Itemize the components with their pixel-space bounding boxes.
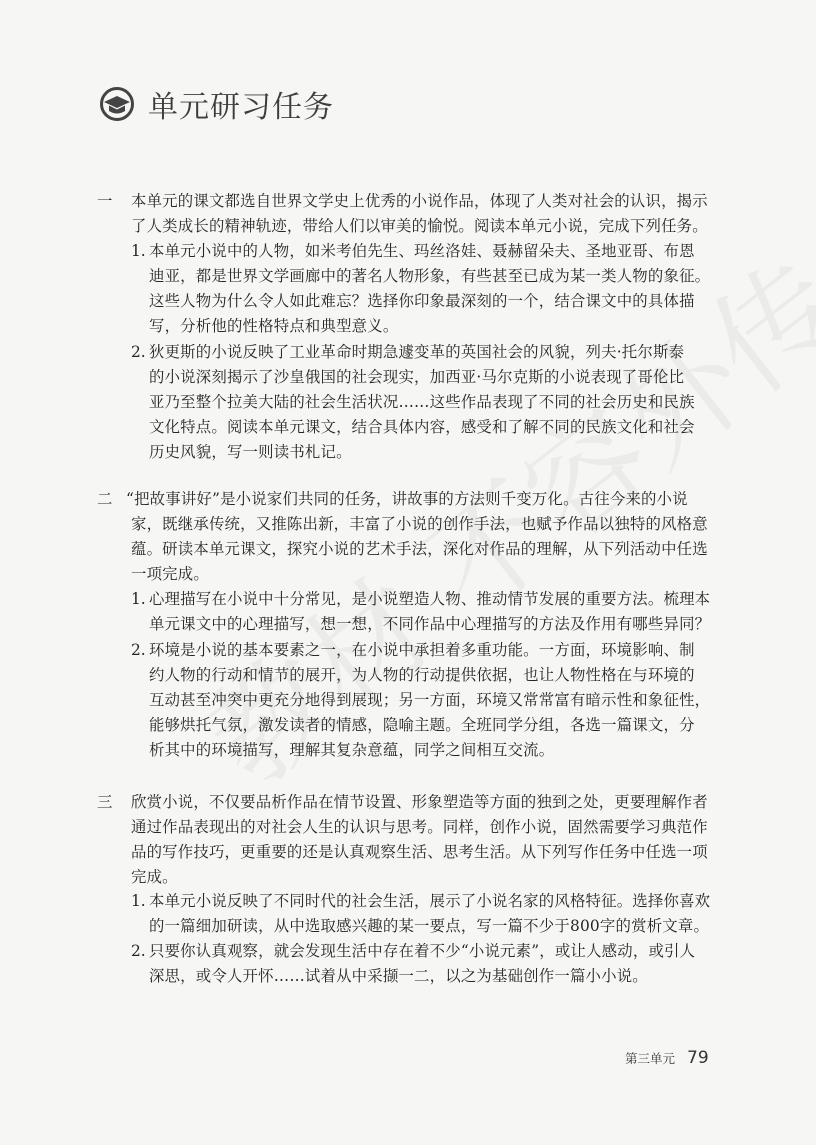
item-line: 单元课文中的心理描写，想一想，不同作品中心理描写的方法及作用有哪些异同？: [149, 615, 711, 633]
item-number: 1.: [131, 590, 146, 608]
section-intro-line: 完成。: [131, 868, 178, 886]
page-number: 79: [687, 1048, 709, 1068]
section-intro-line: 本单元的课文都选自世界文学史上优秀的小说作品，体现了人类对社会的认识，揭示: [131, 192, 708, 210]
item-line: 互动甚至冲突中更充分地得到展现；另一方面，环境又常常富有暗示性和象征性，: [149, 691, 711, 709]
item-line: 这些人物为什么令人如此难忘？选择你印象最深刻的一个，结合课文中的具体描: [149, 292, 695, 310]
item-line: 只要你认真观察，就会发现生活中存在着不少“小说元素”，或让人感动，或引人: [149, 942, 696, 960]
section-marker: 一: [97, 192, 113, 210]
item-line: 文化特点。阅读本单元课文，结合具体内容，感受和了解不同的民族文化和社会: [149, 418, 695, 436]
item-line: 本单元小说中的人物，如米考伯先生、玛丝洛娃、聂赫留朵夫、圣地亚哥、布恩: [149, 242, 695, 260]
item-line: 亚乃至整个拉美大陆的社会生活状况……这些作品表现了不同的社会历史和民族: [149, 393, 695, 411]
section-intro-line: 欣赏小说，不仅要品析作品在情节设置、形象塑造等方面的独到之处，更要理解作者: [131, 793, 708, 811]
section-intro-line: 家，既继承传统，又推陈出新，丰富了小说的创作手法，也赋予作品以独特的风格意: [131, 515, 708, 533]
item-line: 迪亚，都是世界文学画廊中的著名人物形象，有些甚至已成为某一类人物的象征。: [149, 267, 711, 285]
item-line: 析其中的环境描写，理解其复杂意蕴，同学之间相互交流。: [149, 741, 555, 759]
section-intro-line: 蕴。研读本单元课文，探究小说的艺术手法，深化对作品的理解，从下列活动中任选: [131, 540, 708, 558]
page-title: 单元研习任务: [148, 90, 334, 125]
section-intro-line: “把故事讲好”是小说家们共同的任务，讲故事的方法则千变万化。古往今来的小说: [126, 490, 688, 508]
item-line: 狄更斯的小说反映了工业革命时期急遽变革的英国社会的风貌，列夫·托尔斯泰: [149, 343, 685, 361]
section-marker: 三: [97, 793, 113, 811]
section-intro-line: 通过作品表现出的对社会人生的认识与思考。同样，创作小说，固然需要学习典范作: [131, 818, 708, 836]
unit-task-header: [98, 84, 334, 124]
page-footer: [625, 1048, 709, 1068]
item-number: 2.: [131, 641, 146, 659]
section-intro-line: 了人类成长的精神轨迹，带给人们以审美的愉悦。阅读本单元小说，完成下列任务。: [131, 217, 708, 235]
unit-label: 第三单元: [625, 1051, 676, 1066]
section-marker: 二: [97, 490, 113, 508]
item-line: 能够烘托气氛，激发读者的情感，隐喻主题。全班同学分组，各选一篇课文，分: [149, 716, 695, 734]
item-number: 1.: [131, 892, 146, 910]
item-line: 约人物的行动和情节的展开，为人物的行动提供依据，也让人物性格在与环境的: [149, 666, 695, 684]
item-line: 写，分析他的性格特点和典型意义。: [149, 317, 399, 335]
item-number: 2.: [131, 942, 146, 960]
item-line: 深思，或令人开怀……试着从中采撷一二，以之为基础创作一篇小小说。: [149, 967, 648, 985]
item-line: 心理描写在小说中十分常见，是小说塑造人物、推动情节发展的重要方法。梳理本: [149, 590, 711, 608]
item-line: 的一篇细加研读，从中选取感兴趣的某一要点，写一篇不少于800字的赏析文章。: [149, 917, 710, 935]
item-line: 本单元小说反映了不同时代的社会生活，展示了小说名家的风格特征。选择你喜欢: [149, 892, 711, 910]
section-intro-line: 品的写作技巧，更重要的还是认真观察生活、思考生活。从下列写作任务中任选一项: [131, 843, 708, 861]
graduation-cap-icon: [98, 87, 136, 121]
section-intro-line: 一项完成。: [131, 565, 209, 583]
item-number: 1.: [131, 242, 146, 260]
item-line: 的小说深刻揭示了沙皇俄国的社会现实，加西亚·马尔克斯的小说表现了哥伦比: [149, 368, 685, 386]
item-line: 环境是小说的基本要素之一，在小说中承担着多重功能。一方面，环境影响、制: [149, 641, 695, 659]
item-number: 2.: [131, 343, 146, 361]
item-line: 历史风貌，写一则读书札记。: [149, 443, 352, 461]
